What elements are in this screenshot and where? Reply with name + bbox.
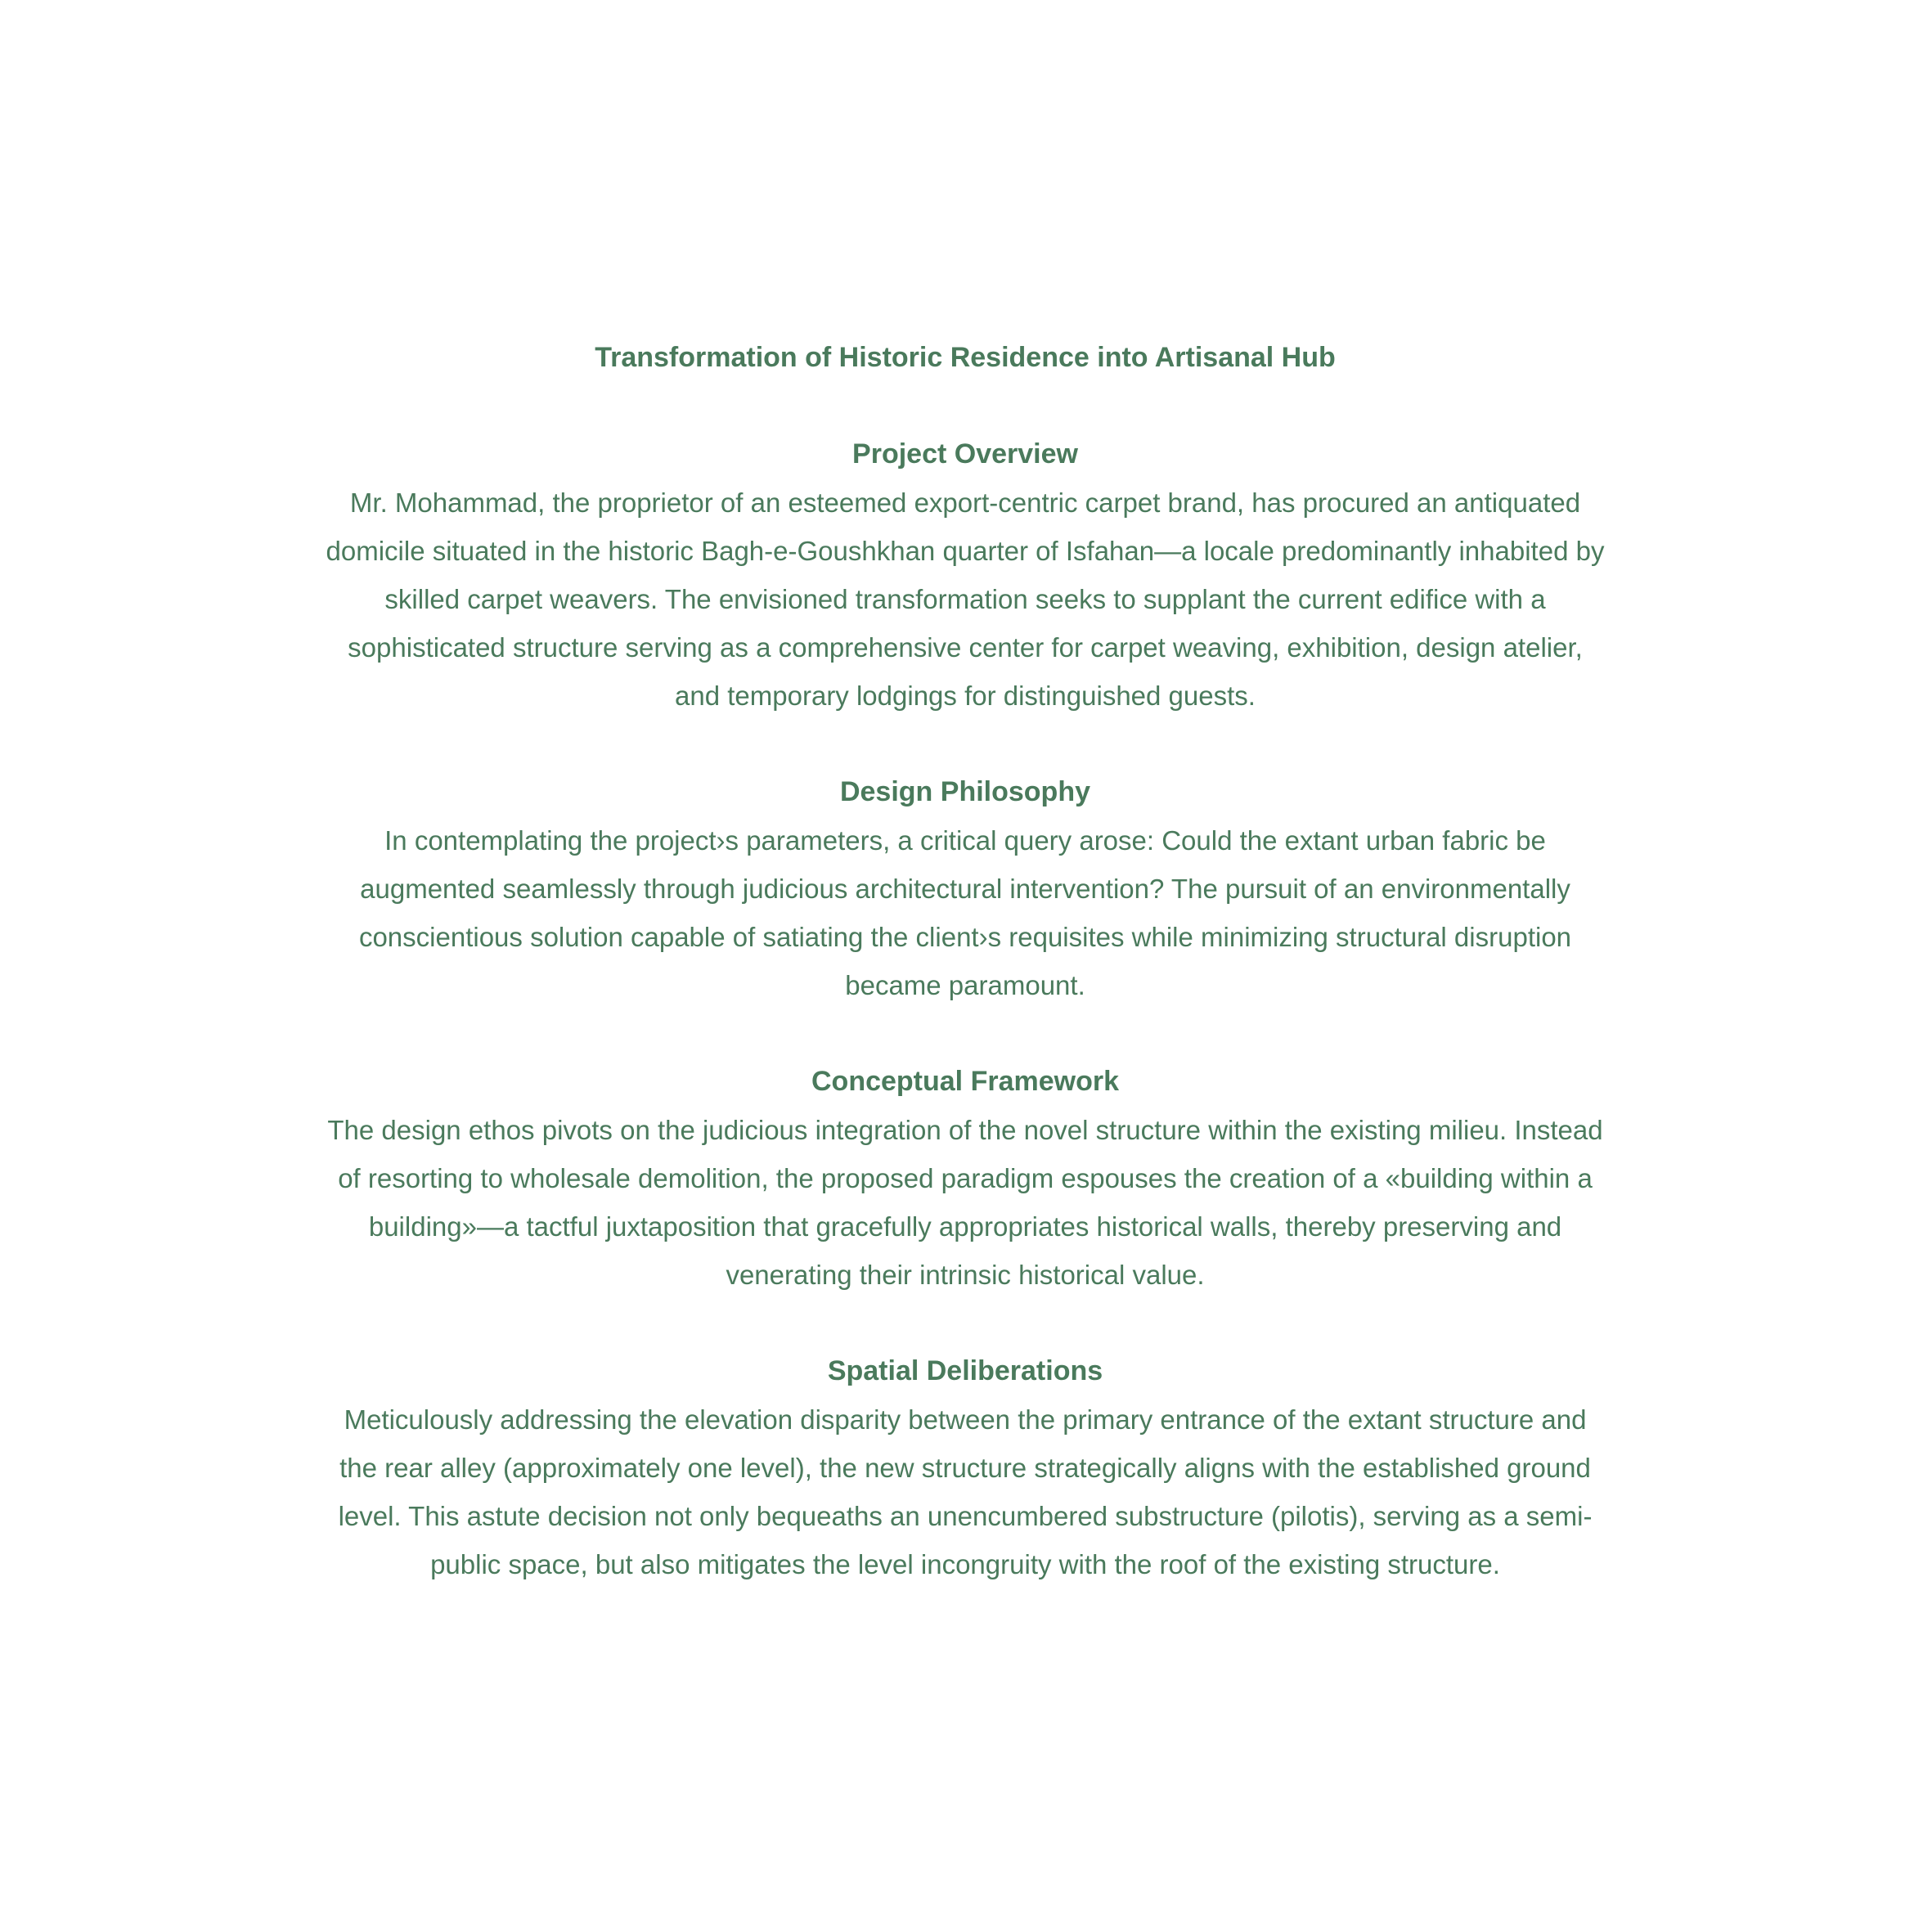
- section-body: In contemplating the project›s parameters, a critical query arose: Could the extant urban fabric be augmented seamlessly through judicious architectural intervention? The pursuit of an environmentally conscientious solution capable of satiating the client›s requisites while minimizing structural disruption became paramount.: [358, 825, 1572, 1000]
- section-body: Meticulously addressing the elevation disparity between the primary entrance of the extant structure and the rear alley (approximately one level), the new structure strategically aligns with the established ground level. This astute decision not only bequeaths an unencumbered substructure (pilotis), serving as a semi-public space, but also mitigates the level incongruity with the roof of the existing structure.: [338, 1404, 1593, 1579]
- section-design-philosophy: [311, 768, 1620, 1009]
- section-heading: Conceptual Framework: [811, 1066, 1119, 1097]
- section-body: The design ethos pivots on the judicious integration of the novel structure within the existing milieu. Instead of resorting to wholesale demolition, the proposed paradigm espouses the creation of a «building within a building»—a tactful juxtaposition that gracefully appropriates historical walls, thereby preserving and venerating their intrinsic historical value.: [327, 1115, 1603, 1290]
- section-conceptual-framework: [311, 1058, 1620, 1299]
- document: [311, 334, 1620, 1588]
- section-body: Mr. Mohammad, the proprietor of an esteemed export-centric carpet brand, has procured an antiquated domicile situated in the historic Bagh-e-Goushkhan quarter of Isfahan—a locale predominantly inhabited by skilled carpet weavers. The envisioned transformation seeks to supplant the current edifice with a sophisticated structure serving as a comprehensive center for carpet weaving, exhibition, design atelier, and temporary lodgings for distinguished guests.: [326, 487, 1605, 711]
- section-heading: Project Overview: [852, 438, 1078, 470]
- document-title: Transformation of Historic Residence into Artisanal Hub: [595, 342, 1336, 373]
- section-heading: Spatial Deliberations: [827, 1355, 1103, 1386]
- section-spatial-deliberations: [311, 1347, 1620, 1588]
- section-project-overview: [311, 430, 1620, 720]
- section-heading: Design Philosophy: [839, 776, 1091, 807]
